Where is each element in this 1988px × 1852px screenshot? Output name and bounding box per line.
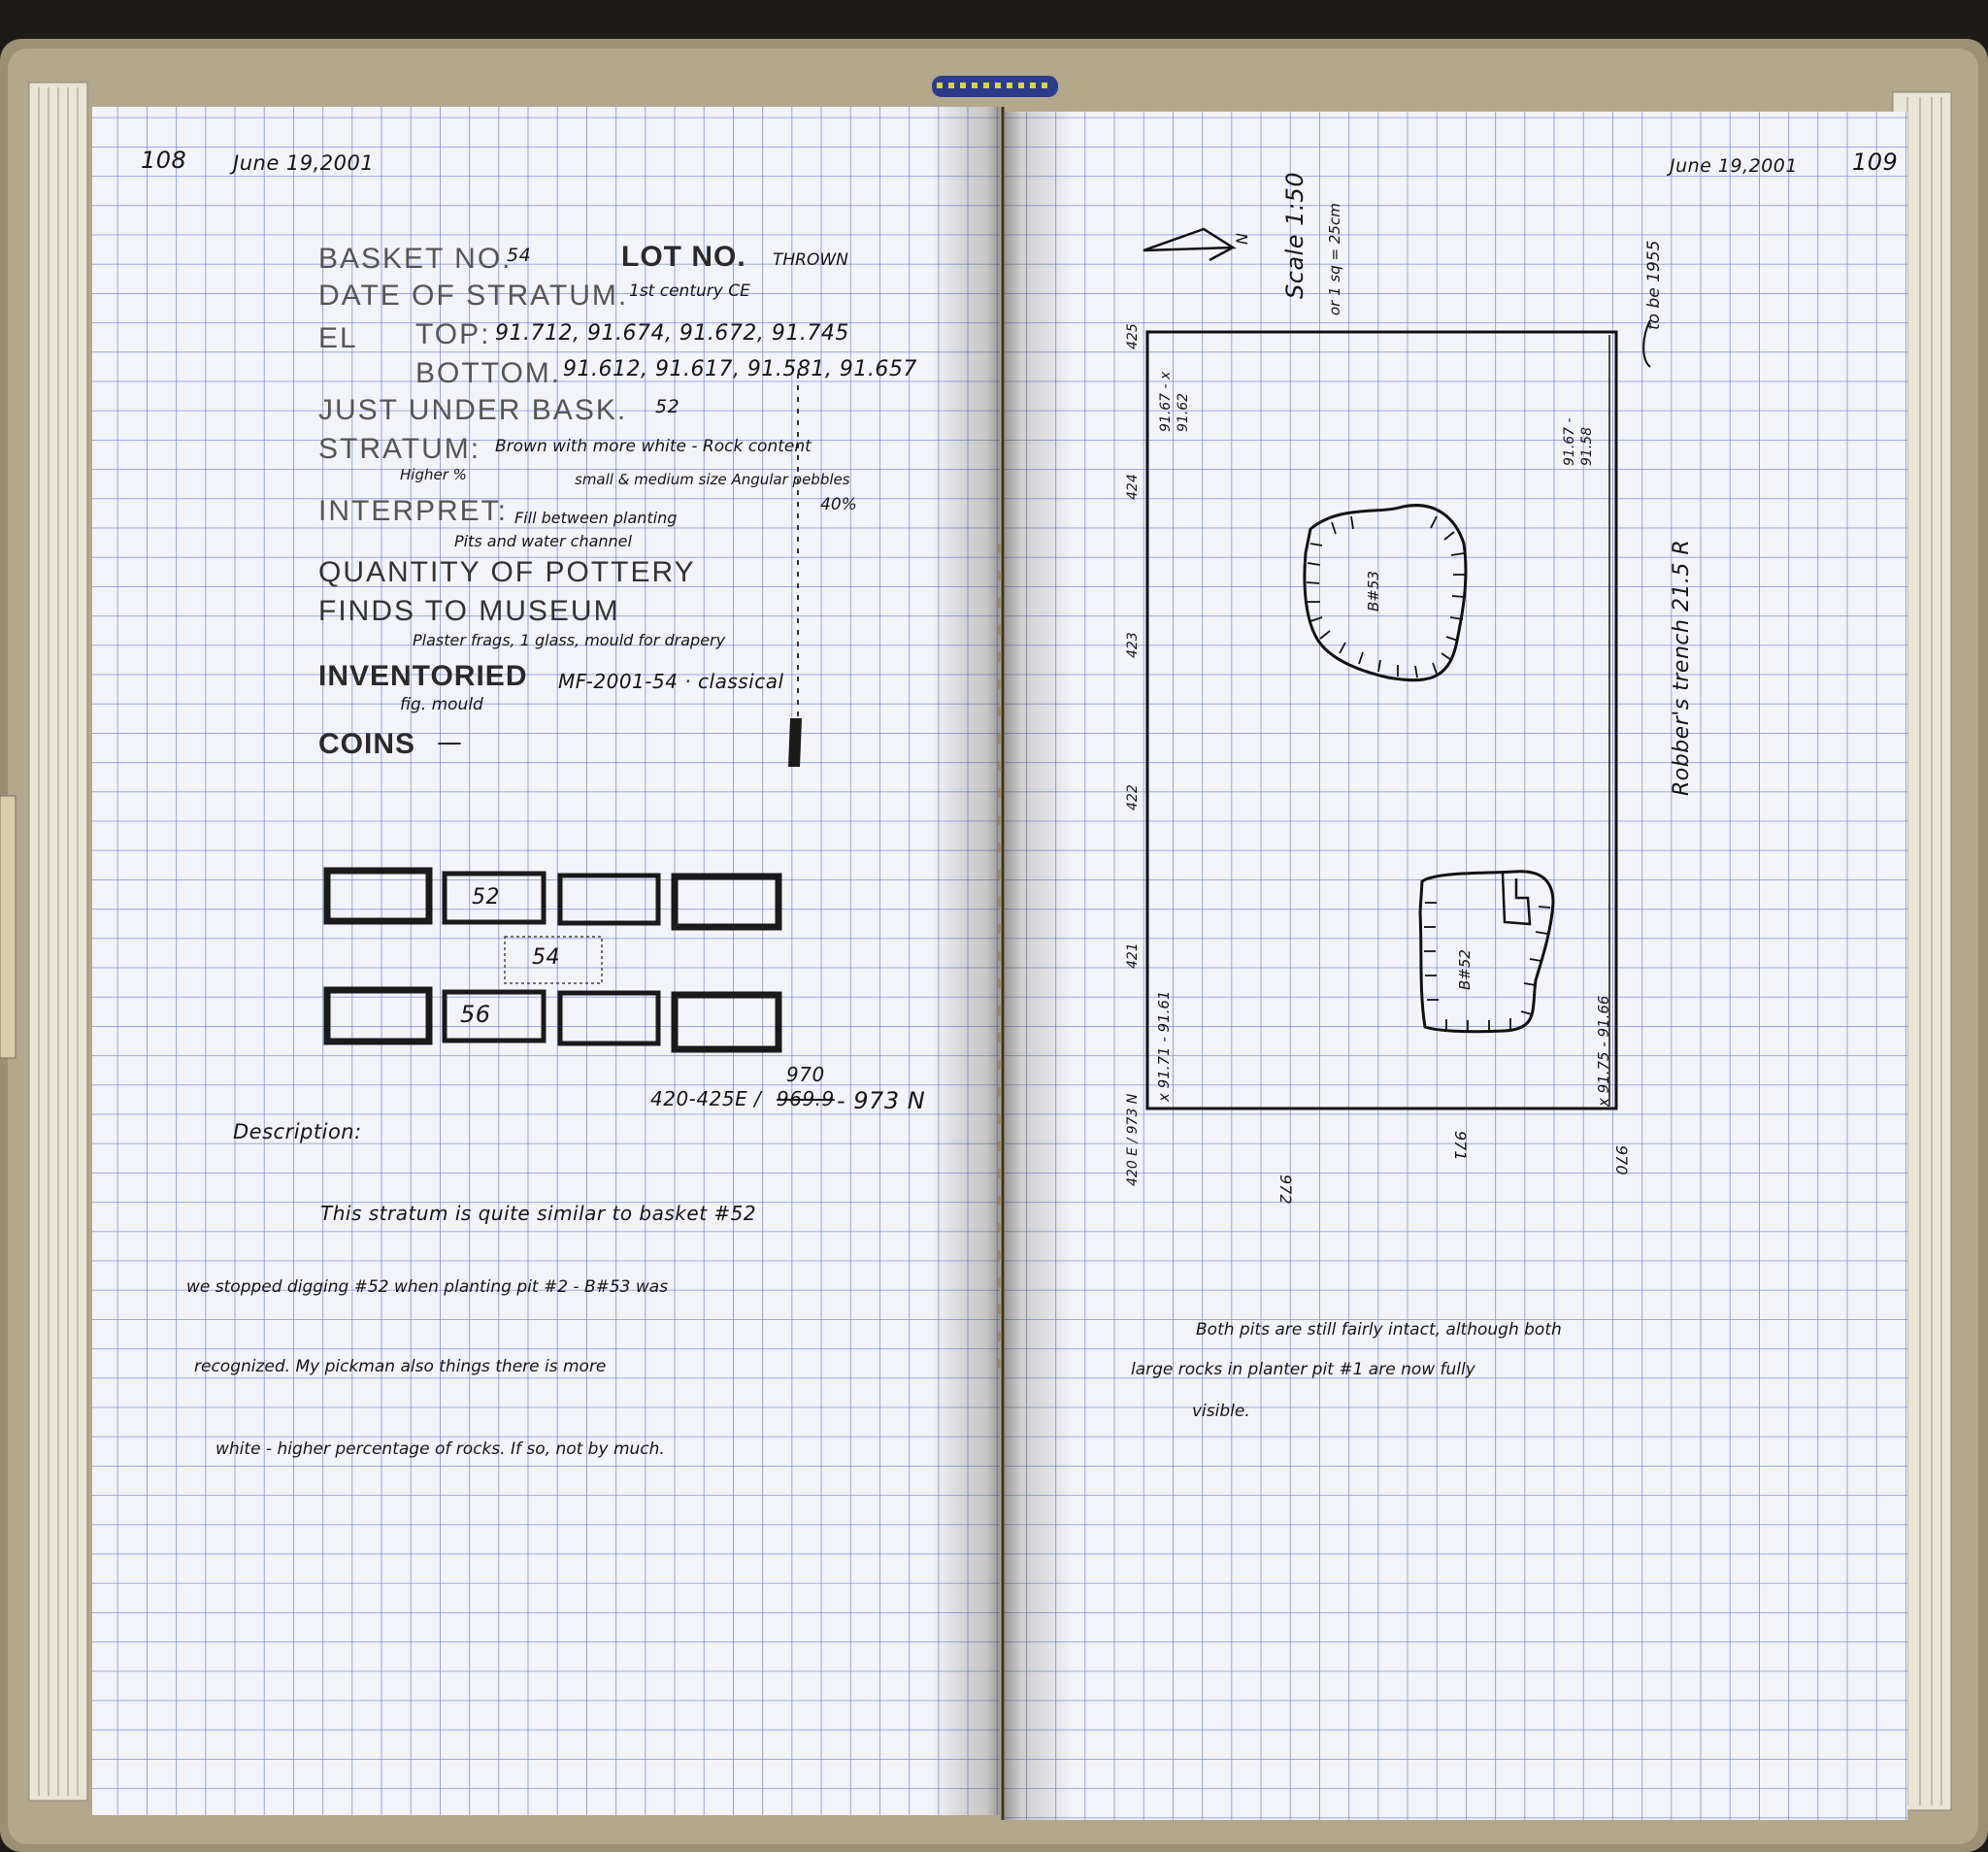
top-label: TOP: [415, 318, 491, 350]
basket-number-label: BASKET NO. [318, 243, 513, 275]
coords-struck: 969.9 [777, 1087, 835, 1110]
bottom-label: BOTTOM. [415, 357, 562, 389]
page-number-right: 109 [1852, 149, 1899, 176]
description-line-2: we stopped digging #52 when planting pit #2 - B#53 was [186, 1277, 669, 1297]
inventoried-label: INVENTORIED [318, 660, 528, 692]
interpret-label: INTERPRET: [318, 495, 509, 527]
coins-value: — [437, 728, 463, 757]
pit-label-b52: B#52 [1456, 949, 1474, 990]
just-under-value: 52 [655, 396, 680, 417]
grid-label-56: 56 [460, 1001, 491, 1028]
bottom-elevations: 91.612, 91.617, 91.581, 91.657 [563, 357, 917, 381]
basket-number-value: 54 [507, 245, 532, 266]
note-line-1: Both pits are still fairly intact, although both [1196, 1320, 1562, 1339]
elevation-top-right: 91.67 - 91.58 [1562, 417, 1596, 466]
lot-number-value: THROWN [773, 250, 848, 270]
stratum-line-3: 40% [820, 495, 857, 514]
easting-422: 422 [1125, 784, 1141, 810]
finds-to-museum-value: Plaster frags, 1 glass, mould for drapery [413, 631, 726, 649]
description-line-1: This stratum is quite similar to basket #52 [320, 1202, 757, 1225]
description-line-3: recognized. My pickman also things there is more [194, 1357, 607, 1376]
easting-423: 423 [1125, 632, 1141, 658]
just-under-label: JUST UNDER BASK. [318, 394, 628, 426]
stratum-line-2a: Higher % [400, 466, 467, 483]
description-label: Description: [233, 1120, 362, 1143]
elevation-label: EL [318, 322, 358, 354]
inventoried-value-2: fig. mould [400, 695, 483, 714]
elevation-bottom-right: x 91.75 - 91.66 [1595, 995, 1612, 1107]
page-number: 108 [141, 147, 187, 174]
to-be-note: to be 1955 [1644, 240, 1664, 330]
robbers-trench-label: Robber's trench 21.5 R [1670, 539, 1694, 796]
pit-label-b53: B#53 [1365, 571, 1382, 612]
north-arrow-label: N [1233, 232, 1251, 245]
stratum-line-1: Brown with more white - Rock content [495, 437, 812, 456]
elevation-bottom-left: x 91.71 - 91.61 [1155, 990, 1173, 1102]
grid-label-52: 52 [472, 885, 500, 909]
scale-label: Scale 1:50 [1281, 171, 1309, 299]
stratum-label: STRATUM: [318, 433, 481, 465]
quantity-of-pottery-label: QUANTITY OF POTTERY [318, 556, 696, 588]
northing-970: 970 [1612, 1145, 1631, 1175]
interpret-line-2: Pits and water channel [454, 532, 632, 550]
easting-421: 421 [1125, 943, 1141, 969]
top-elevations: 91.712, 91.674, 91.672, 91.745 [495, 321, 849, 346]
coords-above: 970 [786, 1063, 825, 1086]
northing-971: 971 [1451, 1131, 1470, 1161]
note-line-2: large rocks in planter pit #1 are now fully [1131, 1360, 1475, 1379]
entry-date: June 19,2001 [233, 151, 375, 175]
date-of-stratum-value: 1st century CE [629, 281, 750, 301]
lot-number-label: LOT NO. [621, 241, 746, 273]
stratum-line-2b: small & medium size Angular pebbles [575, 471, 850, 488]
grid-label-54: 54 [532, 945, 560, 970]
northing-972: 972 [1276, 1174, 1295, 1205]
coins-label: COINS [318, 728, 416, 760]
entry-date-right: June 19,2001 [1670, 155, 1798, 177]
description-line-4: white - higher percentage of rocks. If so, not by much. [215, 1439, 665, 1459]
inventoried-value: MF-2001-54 · classical [558, 670, 784, 693]
coords-text: 420-425E / [650, 1087, 762, 1110]
scale-note: or 1 sq = 25cm [1326, 203, 1343, 315]
easting-425: 425 [1125, 323, 1141, 349]
easting-420-northing-973: 420 E / 973 N [1125, 1093, 1141, 1186]
interpret-line-1: Fill between planting [514, 509, 678, 527]
easting-424: 424 [1125, 474, 1141, 500]
finds-to-museum-label: FINDS TO MUSEUM [318, 595, 620, 627]
note-line-3: visible. [1192, 1402, 1250, 1421]
date-of-stratum-label: DATE OF STRATUM. [318, 280, 629, 312]
coords-end: - 973 N [837, 1087, 926, 1114]
elevation-top-left: 91.67 - x 91.62 [1158, 371, 1192, 432]
